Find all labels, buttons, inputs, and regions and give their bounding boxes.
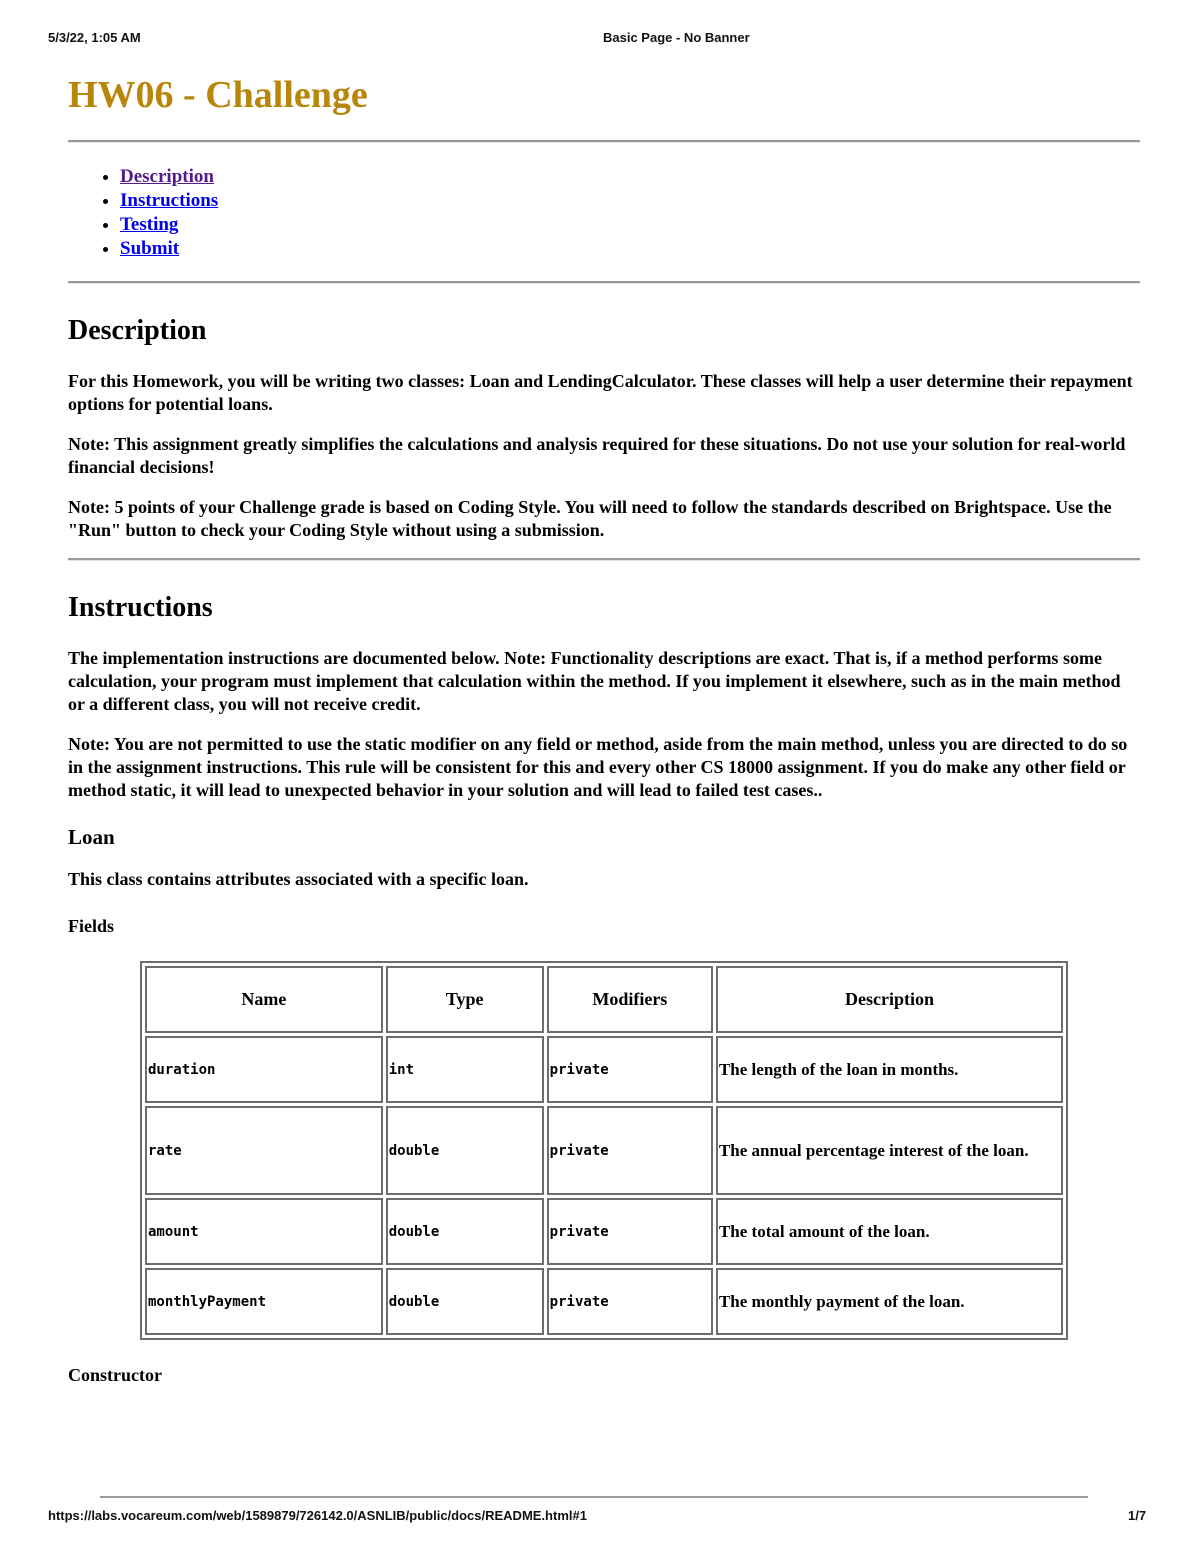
description-note: Note: This assignment greatly simplifies the calculations and analysis required for these situations. Do not use your solution for real-world financial decisions! <box>68 434 1126 477</box>
field-description: The monthly payment of the loan. <box>716 1268 1063 1335</box>
print-datetime: 5/3/22, 1:05 AM <box>48 30 141 45</box>
instructions-heading: Instructions <box>68 592 213 623</box>
toc-link-instructions[interactable]: Instructions <box>120 190 219 211</box>
print-footer <box>0 1508 1200 1528</box>
toc-link-submit[interactable]: Submit <box>120 238 180 259</box>
field-type: double <box>386 1198 544 1265</box>
fields-table <box>140 961 1068 1340</box>
field-description: The length of the loan in months. <box>716 1036 1063 1103</box>
field-modifiers: private <box>547 1198 713 1265</box>
document-content <box>68 68 1140 1410</box>
coding-style-note: Note: 5 points of your Challenge grade is based on Coding Style. You will need to follow the standards described on Brightspace. Use the "Run" button to check your Coding Style without using a submission. <box>68 497 1112 540</box>
footer-divider <box>100 1496 1088 1498</box>
field-description: The total amount of the loan. <box>716 1198 1063 1265</box>
instructions-paragraph: The implementation instructions are documented below. Note: Functionality descriptions are exact. That is, if a method performs some calculation, your program must implement that calculation within the method. If you implement it elsewhere, such as in the main method or a different class, you will not receive credit. <box>68 648 1121 714</box>
table-of-contents <box>68 165 1140 261</box>
loan-intro: This class contains attributes associated with a specific loan. <box>68 869 529 889</box>
loan-heading: Loan <box>68 825 115 849</box>
column-header-type: Type <box>386 966 544 1033</box>
table-row <box>145 1268 1063 1335</box>
fields-heading: Fields <box>68 916 115 936</box>
table-row <box>145 1198 1063 1265</box>
toc-item <box>120 213 1140 237</box>
divider <box>68 558 1140 561</box>
field-name: duration <box>145 1036 383 1103</box>
field-type: double <box>386 1106 544 1195</box>
column-header-description: Description <box>716 966 1063 1033</box>
toc-link-testing[interactable]: Testing <box>120 214 179 235</box>
field-name: amount <box>145 1198 383 1265</box>
static-modifier-note: Note: You are not permitted to use the static modifier on any field or method, aside from the main method, unless you are directed to do so in the assignment instructions. This rule will be consistent for this and every other CS 18000 assignment. If you do make any other field or method static, it will lead to unexpected behavior in your solution and will lead to failed test cases.. <box>68 734 1128 800</box>
divider <box>68 140 1140 143</box>
field-type: double <box>386 1268 544 1335</box>
print-page-number: 1/7 <box>1128 1508 1147 1523</box>
constructor-heading: Constructor <box>68 1365 162 1385</box>
toc-link-description[interactable]: Description <box>120 166 214 187</box>
toc-item <box>120 165 1140 189</box>
print-url: https://labs.vocareum.com/web/1589879/726142.0/ASNLIB/public/docs/README.html#1 <box>48 1508 587 1523</box>
table-row <box>145 1036 1063 1103</box>
page-title: HW06 - Challenge <box>68 74 368 116</box>
field-modifiers: private <box>547 1106 713 1195</box>
field-description: The annual percentage interest of the loan. <box>716 1106 1063 1195</box>
field-type: int <box>386 1036 544 1103</box>
divider <box>68 281 1140 284</box>
column-header-name: Name <box>145 966 383 1033</box>
table-row <box>145 1106 1063 1195</box>
field-name: monthlyPayment <box>145 1268 383 1335</box>
field-modifiers: private <box>547 1036 713 1103</box>
description-paragraph: For this Homework, you will be writing two classes: Loan and LendingCalculator. These classes will help a user determine their repayment options for potential loans. <box>68 371 1133 414</box>
toc-item <box>120 189 1140 213</box>
toc-item <box>120 237 1140 261</box>
description-heading: Description <box>68 315 207 346</box>
column-header-modifiers: Modifiers <box>547 966 713 1033</box>
print-header <box>0 30 1200 50</box>
field-name: rate <box>145 1106 383 1195</box>
table-header-row <box>145 966 1063 1033</box>
print-page-title: Basic Page - No Banner <box>603 30 750 45</box>
field-modifiers: private <box>547 1268 713 1335</box>
